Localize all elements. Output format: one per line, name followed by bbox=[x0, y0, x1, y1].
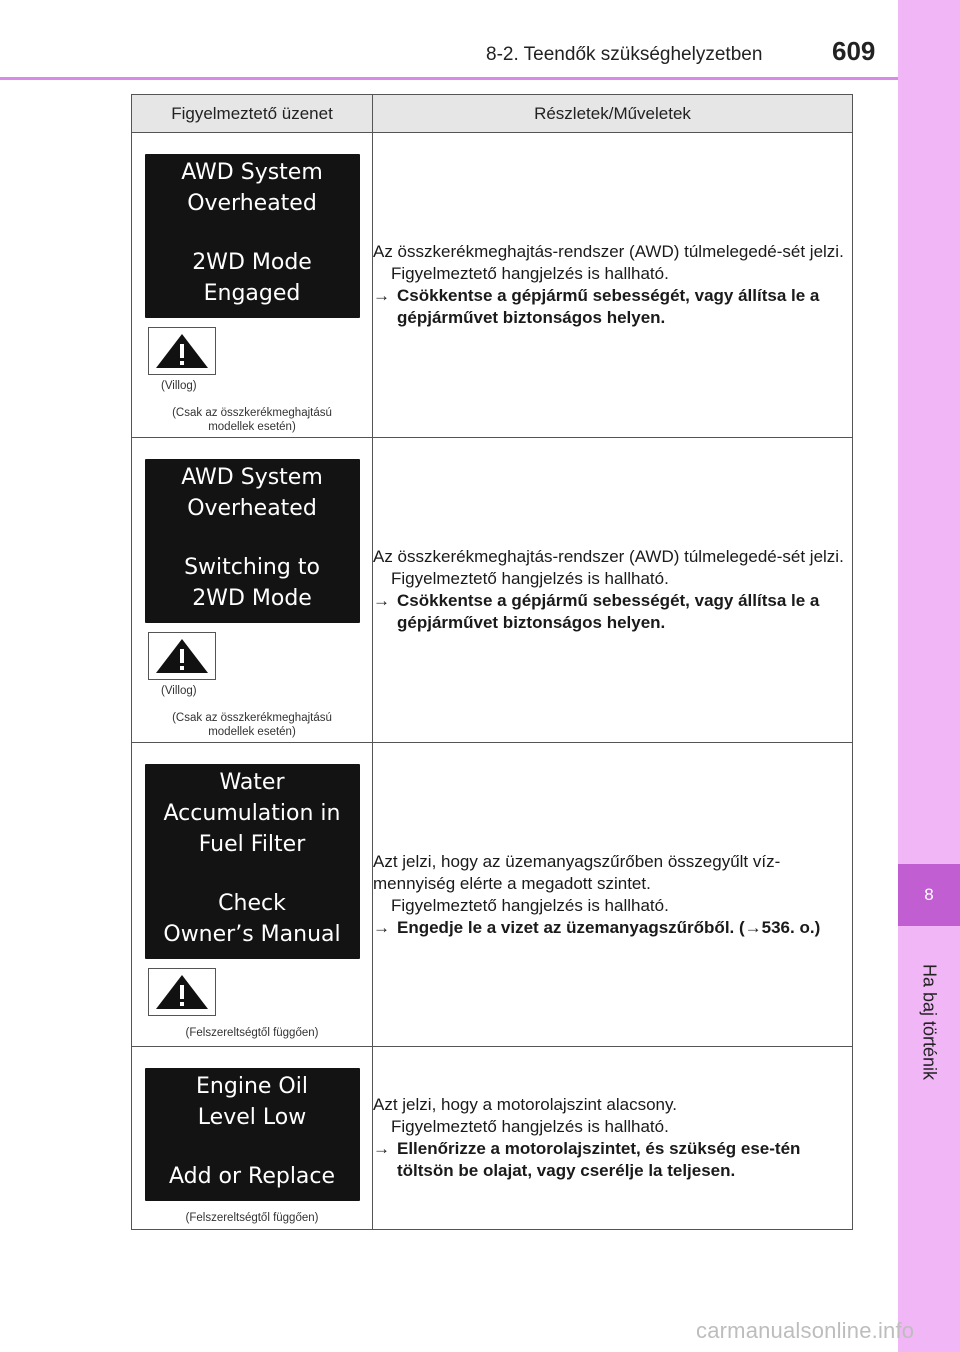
chapter-label: Ha baj történik bbox=[919, 963, 940, 1081]
message-display bbox=[145, 459, 360, 623]
display-line: 2WD Mode bbox=[192, 250, 312, 275]
buzzer-text: Figyelmeztető hangjelzés is hallható. bbox=[391, 895, 669, 915]
page-number: 609 bbox=[832, 36, 876, 66]
description-text: Azt jelzi, hogy az üzemanyagszűrőben összegyűlt víz-mennyiség elérte a megadott szintet. bbox=[373, 851, 781, 893]
message-display bbox=[145, 1068, 360, 1201]
description-text: Az összkerékmeghajtás-rendszer (AWD) túlmelegedé-sét jelzi. bbox=[373, 242, 844, 261]
equipment-note: (Felszereltségtől függően) bbox=[185, 1027, 319, 1039]
display-line: AWD System bbox=[181, 160, 323, 185]
section-title: 8-2. Teendők szükséghelyzetben bbox=[486, 44, 763, 65]
warning-symbol-box bbox=[148, 632, 216, 680]
warning-triangle-icon bbox=[154, 637, 210, 675]
action-item bbox=[373, 285, 852, 329]
warning-triangle-icon bbox=[154, 332, 210, 370]
condition-note: (Csak az összkerékmeghajtású modellek esetén) bbox=[172, 407, 332, 433]
warning-symbol-box bbox=[148, 968, 216, 1016]
table-row bbox=[132, 133, 853, 438]
table-header-row bbox=[132, 95, 853, 133]
table-row bbox=[132, 438, 853, 743]
buzzer-text: Figyelmeztető hangjelzés is hallható. bbox=[391, 569, 669, 588]
display-line: Owner’s Manual bbox=[163, 922, 341, 947]
header-rule bbox=[0, 77, 898, 80]
description-text: Az összkerékmeghajtás-rendszer (AWD) túlmelegedé-sét jelzi. bbox=[373, 547, 844, 566]
warning-messages-table bbox=[131, 94, 853, 1230]
header-details-actions: Részletek/Műveletek bbox=[373, 95, 853, 133]
action-item bbox=[373, 590, 852, 634]
message-cell bbox=[132, 133, 373, 438]
display-line: Engaged bbox=[203, 281, 301, 306]
buzzer-text: Figyelmeztető hangjelzés is hallható. bbox=[391, 264, 669, 283]
table-row bbox=[132, 743, 853, 1047]
message-cell bbox=[132, 438, 373, 743]
action-item bbox=[373, 917, 852, 939]
details-cell bbox=[373, 438, 853, 743]
action-text: Csökkentse a gépjármű sebességét, vagy állítsa le a gépjárművet biztonságos helyen. bbox=[397, 286, 820, 327]
action-text: Csökkentse a gépjármű sebességét, vagy állítsa le a gépjárművet biztonságos helyen. bbox=[397, 591, 820, 632]
display-line: Accumulation in bbox=[163, 801, 341, 826]
buzzer-text: Figyelmeztető hangjelzés is hallható. bbox=[391, 1117, 669, 1136]
flash-note: (Villog) bbox=[161, 685, 197, 697]
message-cell bbox=[132, 1047, 373, 1230]
display-line: Water bbox=[219, 770, 285, 795]
warning-symbol-box bbox=[148, 327, 216, 375]
watermark: carmanualsonline.info bbox=[696, 1318, 915, 1343]
details-cell bbox=[373, 743, 853, 1047]
chapter-number: 8 bbox=[898, 864, 960, 926]
condition-note: (Csak az összkerékmeghajtású modellek esetén) bbox=[172, 712, 332, 738]
display-line: Fuel Filter bbox=[198, 832, 306, 857]
display-line: Switching to bbox=[184, 555, 320, 580]
table-row bbox=[132, 1047, 853, 1230]
display-line: Level Low bbox=[197, 1105, 307, 1130]
display-line: 2WD Mode bbox=[192, 586, 312, 611]
message-cell bbox=[132, 743, 373, 1047]
message-display bbox=[145, 154, 360, 318]
arrow-icon: → bbox=[373, 286, 390, 305]
display-line: Engine Oil bbox=[196, 1074, 308, 1099]
display-line: AWD System bbox=[181, 465, 323, 490]
arrow-icon: → bbox=[373, 591, 390, 610]
details-cell bbox=[373, 133, 853, 438]
chapter-side-tab bbox=[898, 0, 960, 1352]
action-text: Engedje le a vizet az üzemanyagszűrőből. (→536. o.) bbox=[397, 917, 821, 937]
equipment-note: (Felszereltségtől függően) bbox=[185, 1212, 319, 1224]
action-text: Ellenőrizze a motorolajszintet, és szükség ese-tén töltsön be olajat, vagy cserélje la teljesen. bbox=[397, 1139, 801, 1180]
display-line: Check bbox=[218, 891, 286, 916]
arrow-icon: → bbox=[373, 917, 390, 937]
arrow-icon: → bbox=[373, 1139, 390, 1158]
description-text: Azt jelzi, hogy a motorolajszint alacsony. bbox=[373, 1095, 677, 1114]
header-warning-message: Figyelmeztető üzenet bbox=[132, 95, 373, 133]
display-line: Add or Replace bbox=[168, 1164, 336, 1189]
action-item bbox=[373, 1138, 852, 1182]
message-display bbox=[145, 764, 360, 959]
display-line: Overheated bbox=[187, 496, 317, 521]
flash-note: (Villog) bbox=[161, 380, 197, 392]
warning-triangle-icon bbox=[154, 973, 210, 1011]
display-line: Overheated bbox=[187, 191, 317, 216]
details-cell bbox=[373, 1047, 853, 1230]
